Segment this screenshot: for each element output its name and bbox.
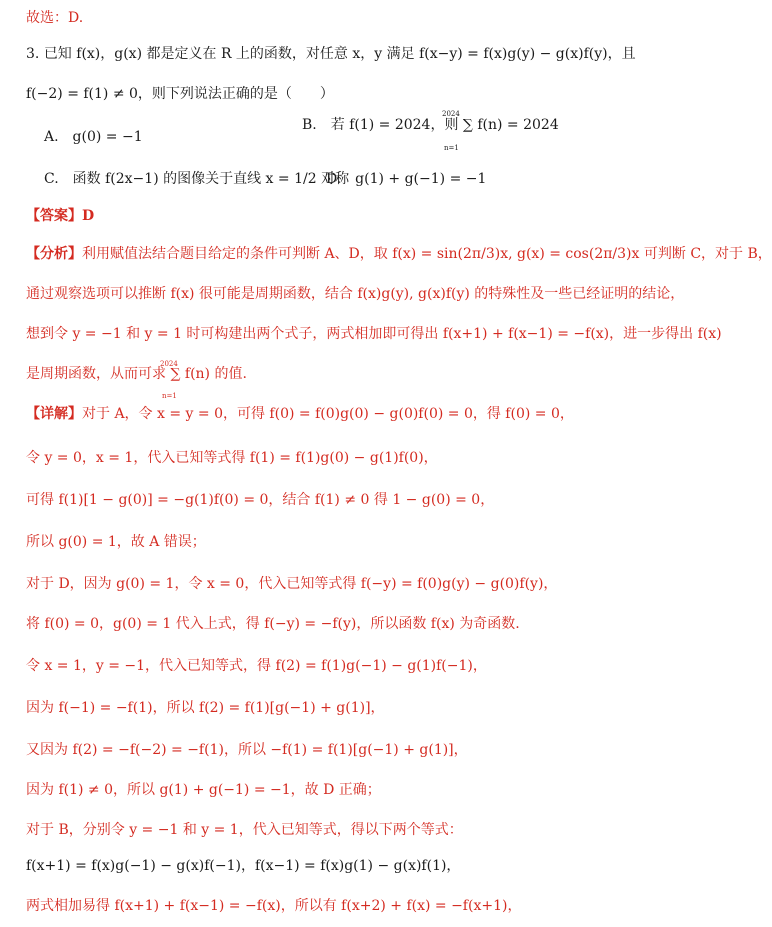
analysis-line-1 <box>26 244 772 264</box>
analysis-line-3: 想到令 y = −1 和 y = 1 时可构建出两个式子，两式相加即可得出 f(x+1) + f(x−1) = −f(x)，进一步得出 f(x) <box>26 326 722 342</box>
option-b <box>302 110 559 152</box>
option-c: C. 函数 f(2x−1) 的图像关于直线 x = 1/2 对称 <box>44 171 350 187</box>
detail-line-5: 对于 D，因为 g(0) = 1，令 x = 0，代入已知等式得 f(−y) = f(0)g(y) − g(0)f(y)， <box>26 576 558 592</box>
analysis-text-1: 利用赋值法结合题目给定的条件可判断 A、D，取 f(x) = sin(2π/3)x, g(x) = cos(2π/3)x 可判断 C，对于 B， <box>82 246 772 262</box>
detail-line-1 <box>26 404 718 424</box>
detail-line-7: 令 x = 1，y = −1，代入已知等式，得 f(2) = f(1)g(−1) − g(1)f(−1)， <box>26 658 487 674</box>
detail-text-1: 对于 A，令 x = y = 0，可得 f(0) = f(0)g(0) − g(0)f(0) = 0，得 f(0) = 0， <box>82 406 574 422</box>
detail-line-12: f(x+1) = f(x)g(−1) − g(x)f(−1)，f(x−1) = f(x)g(1) − g(x)f(1)， <box>26 858 461 874</box>
detail-line-2: 令 y = 0，x = 1，代入已知等式得 f(1) = f(1)g(0) − g(1)f(0)， <box>26 450 438 466</box>
detail-line-4: 所以 g(0) = 1，故 A 错误； <box>26 534 206 550</box>
detail-line-6: 将 f(0) = 0，g(0) = 1 代入上式，得 f(−y) = −f(y)，所以函数 f(x) 为奇函数. <box>26 616 520 632</box>
analysis-text-4: 是周期函数，从而可求 ∑ f(n) 的值. <box>26 366 247 382</box>
analysis-sum-lower: n=1 <box>162 392 177 400</box>
analysis-sum-upper: 2024 <box>160 360 178 368</box>
analysis-line-2: 通过观察选项可以推断 f(x) 很可能是周期函数，结合 f(x)g(y), g(x)f(y) 的特殊性及一些已经证明的结论， <box>26 286 685 302</box>
option-b-sum-lower: n=1 <box>444 144 459 152</box>
answer-label: 【答案】D <box>26 208 95 224</box>
detail-label: 【详解】 <box>26 406 82 422</box>
option-b-sum-upper: 2024 <box>442 110 460 118</box>
question-stem: 已知 f(x)，g(x) 都是定义在 R 上的函数，对任意 x，y 满足 f(x−y) = f(x)g(y) − g(x)f(y)，且 <box>43 46 636 62</box>
analysis-label: 【分析】 <box>26 246 82 262</box>
detail-line-11: 对于 B，分别令 y = −1 和 y = 1，代入已知等式，得以下两个等式： <box>26 822 463 838</box>
option-d: D. g(1) + g(−1) = −1 <box>326 171 487 187</box>
option-a: A. g(0) = −1 <box>44 129 143 145</box>
option-b-text: B. 若 f(1) = 2024，则 ∑ f(n) = 2024 <box>302 117 559 133</box>
question-number: 3. <box>26 46 40 62</box>
detail-line-13: 两式相加易得 f(x+1) + f(x−1) = −f(x)，所以有 f(x+2) + f(x) = −f(x+1)， <box>26 898 522 914</box>
detail-line-10: 因为 f(1) ≠ 0，所以 g(1) + g(−1) = −1，故 D 正确； <box>26 782 381 798</box>
detail-line-8: 因为 f(−1) = −f(1)，所以 f(2) = f(1)[g(−1) + g(1)]， <box>26 700 385 716</box>
question-line-2: f(−2) = f(1) ≠ 0，则下列说法正确的是（ ） <box>26 86 334 102</box>
question-line-1 <box>26 44 718 64</box>
detail-line-9: 又因为 f(2) = −f(−2) = −f(1)，所以 −f(1) = f(1)[g(−1) + g(1)]， <box>26 742 468 758</box>
detail-line-3: 可得 f(1)[1 − g(0)] = −g(1)f(0) = 0，结合 f(1) ≠ 0 得 1 − g(0) = 0， <box>26 492 495 508</box>
previous-answer: 故选：D. <box>26 10 84 26</box>
analysis-line-4 <box>26 360 718 400</box>
